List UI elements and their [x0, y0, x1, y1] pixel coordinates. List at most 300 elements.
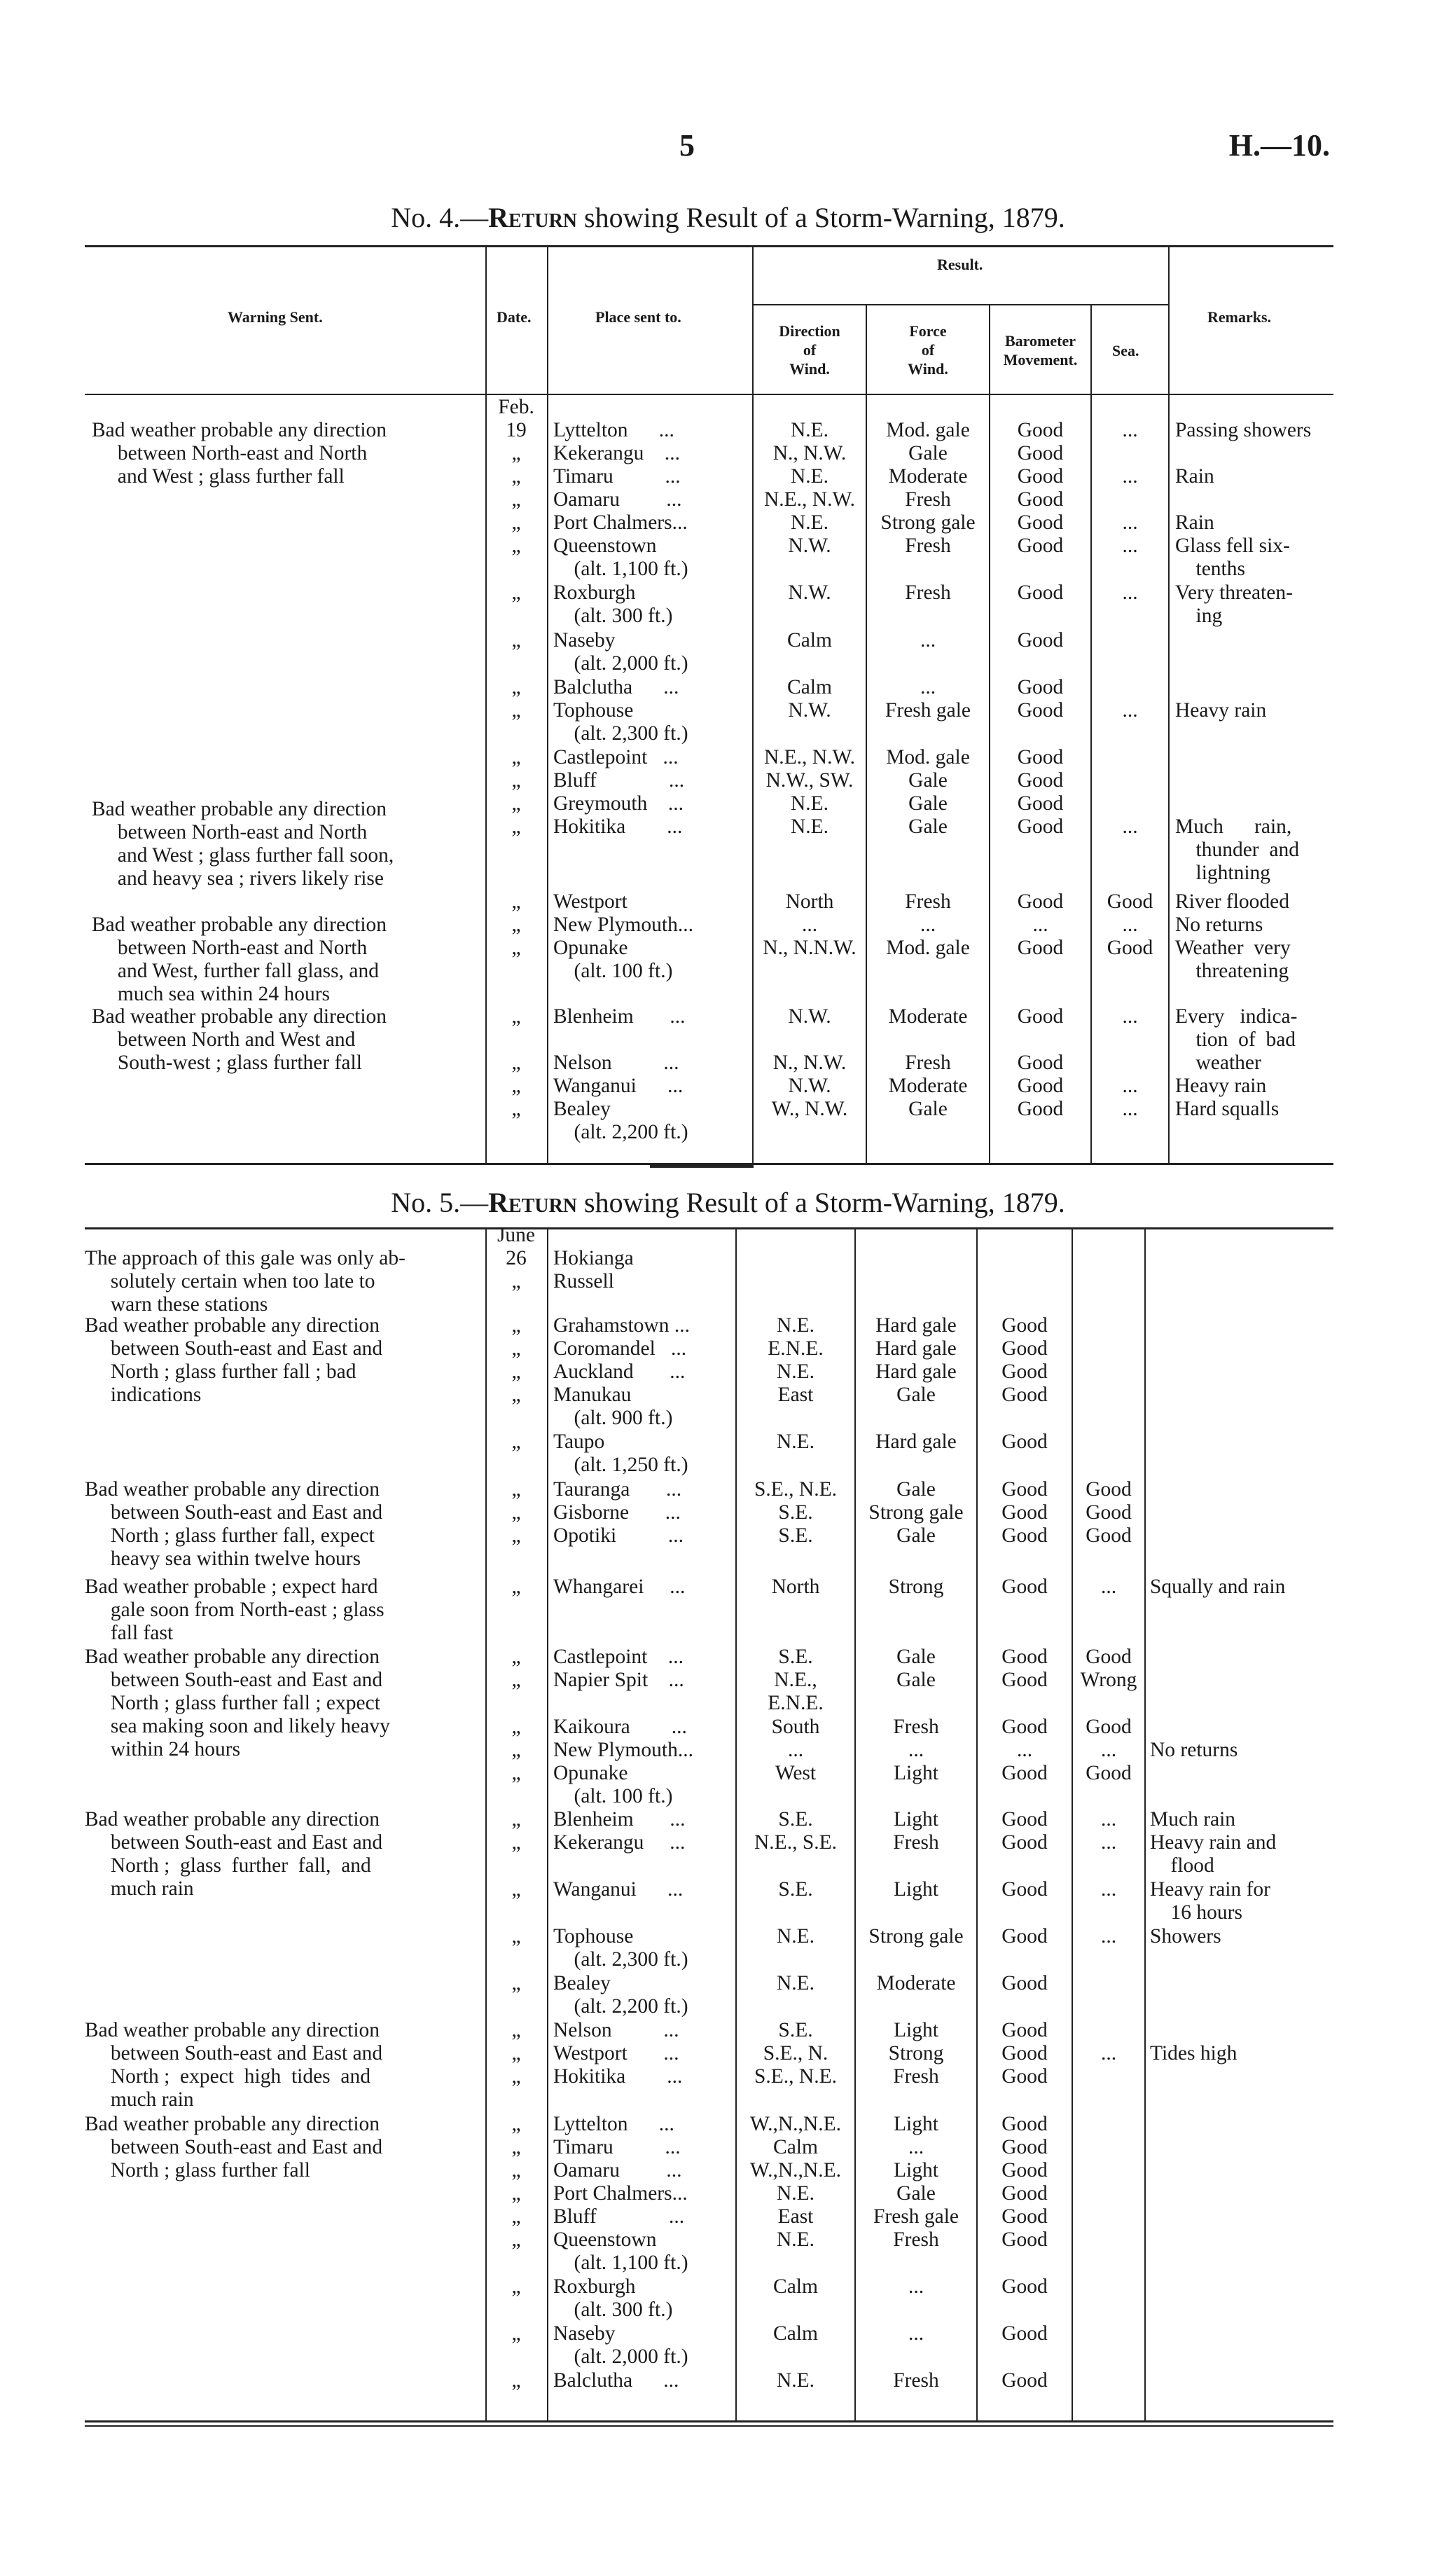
row-sea: ...	[1122, 914, 1138, 936]
row-place: Russell	[553, 1270, 614, 1293]
row-remarks: Every indica- tion of bad weather	[1175, 1005, 1298, 1074]
row-place: Lyttelton ...	[553, 2113, 674, 2135]
row-date: „	[511, 699, 521, 722]
row-barometer: Good	[1017, 1098, 1064, 1120]
header-remarks: Remarks.	[1207, 308, 1272, 326]
row-wind-direction: S.E.	[778, 1524, 813, 1547]
row-wind-force: Gale	[896, 1478, 936, 1501]
table4-title	[0, 201, 1456, 234]
row-date: „	[511, 1075, 521, 1097]
row-date: „	[511, 676, 521, 698]
row-place: Kekerangu ...	[553, 1831, 686, 1854]
row-place: Blenheim ...	[553, 1808, 686, 1831]
row-place: Timaru ...	[553, 465, 681, 488]
header-sea: Sea.	[1112, 342, 1139, 359]
row-barometer: Good	[1017, 1052, 1064, 1074]
row-barometer: Good	[1001, 1576, 1048, 1598]
row-date: „	[511, 2136, 521, 2158]
table5-col-rule	[547, 1227, 548, 2420]
row-sea: ...	[1122, 699, 1138, 722]
row-wind-force: Hard gale	[875, 1360, 957, 1383]
row-wind-direction: N.E.	[776, 2228, 815, 2251]
row-date: „	[511, 1052, 521, 1074]
row-remarks: No returns	[1175, 914, 1263, 936]
row-sea: Good	[1086, 1501, 1132, 1524]
row-place: Lyttelton ...	[553, 419, 674, 441]
row-sea: ...	[1100, 1576, 1117, 1598]
row-wind-direction: ...	[801, 914, 818, 936]
table4-title-return: Return	[488, 202, 578, 233]
row-wind-direction: N.E.	[790, 419, 829, 441]
row-date: „	[511, 1576, 521, 1598]
row-wind-force: Hard gale	[875, 1337, 957, 1360]
row-date: „	[511, 2205, 521, 2228]
row-date: „	[511, 581, 521, 604]
row-barometer: Good	[1001, 2065, 1048, 2088]
row-date: „	[511, 2182, 521, 2205]
row-wind-direction: N.E.	[790, 511, 829, 534]
row-place: Opotiki ...	[553, 1524, 684, 1547]
row-place: Timaru ...	[553, 2136, 681, 2158]
warning-text: Bad weather probable any direction between South-east and East and North ; glass further fall, and much rain	[85, 1808, 383, 1900]
row-barometer: Good	[1017, 1005, 1064, 1028]
row-date: „	[511, 1762, 521, 1784]
row-place: Balclutha ...	[553, 676, 679, 698]
row-date: „	[511, 914, 521, 936]
row-wind-force: Fresh	[905, 488, 951, 511]
row-date: „	[511, 1739, 521, 1761]
row-wind-direction: North	[771, 1576, 820, 1598]
row-wind-direction: N., N.W.	[772, 442, 847, 464]
row-date: „	[511, 2065, 521, 2088]
row-place: Bealey (alt. 2,200 ft.)	[553, 1972, 688, 2018]
row-place: Auckland ...	[553, 1360, 686, 1383]
row-wind-force: Gale	[908, 769, 948, 792]
row-place: Manukau (alt. 900 ft.)	[553, 1384, 673, 1429]
warning-text: Bad weather probable any direction between South-east and East and North ; glass further fall ; bad indications	[85, 1314, 383, 1406]
row-sea: ...	[1100, 1808, 1117, 1831]
page-number: 5	[679, 128, 695, 163]
row-wind-direction: W.,N.,N.E.	[749, 2159, 841, 2182]
row-wind-direction: North	[785, 890, 834, 913]
row-date: „	[511, 488, 521, 511]
row-wind-force: Gale	[908, 792, 948, 815]
row-sea: Good	[1086, 1646, 1132, 1668]
row-date: „	[511, 1501, 521, 1524]
row-wind-direction: N.E.	[790, 792, 829, 815]
row-date: „	[511, 890, 521, 913]
row-remarks: Much rain	[1150, 1808, 1236, 1831]
row-date: „	[511, 2322, 521, 2345]
row-wind-force: Fresh	[905, 890, 951, 913]
row-wind-force: Strong	[888, 1576, 944, 1598]
row-barometer: Good	[1017, 746, 1064, 769]
row-place: Nelson ...	[553, 1052, 679, 1074]
row-place: Balclutha ...	[553, 2369, 679, 2392]
row-wind-direction: N.E.	[776, 1925, 815, 1948]
row-date: „	[511, 1314, 521, 1337]
row-date: „	[511, 746, 521, 769]
warning-text: Bad weather probable any direction between South-east and East and North ; expect high tides and much rain	[85, 2019, 383, 2111]
row-wind-direction: N.E.	[776, 1972, 815, 1994]
row-date: „	[511, 629, 521, 652]
row-wind-force: Light	[894, 2113, 938, 2135]
row-wind-force: Fresh	[905, 535, 951, 557]
row-barometer: Good	[1001, 2019, 1048, 2041]
row-wind-force: ...	[908, 1739, 924, 1761]
row-place: Nelson ...	[553, 2019, 679, 2041]
row-barometer: Good	[1001, 2322, 1048, 2345]
header-direction: Direction of Wind.	[779, 322, 840, 378]
table5-bottom-rule-inner	[85, 2425, 1333, 2427]
row-wind-force: ...	[908, 2275, 924, 2298]
row-date: „	[511, 1360, 521, 1383]
row-date: „	[511, 442, 521, 464]
row-sea: ...	[1122, 419, 1138, 441]
row-wind-direction: N.W.	[788, 699, 831, 722]
row-wind-direction: N.E., N.W.	[763, 746, 855, 769]
row-barometer: Good	[1017, 676, 1064, 698]
row-sea: Good	[1086, 1716, 1132, 1738]
row-wind-direction: S.E., N.E.	[754, 1478, 837, 1501]
row-date: „	[511, 1925, 521, 1948]
row-wind-direction: N.W., SW.	[765, 769, 854, 792]
row-wind-force: Fresh gale	[873, 2205, 959, 2228]
row-barometer: Good	[1001, 1501, 1048, 1524]
row-barometer: Good	[1001, 1314, 1048, 1337]
row-wind-force: Strong gale	[868, 1925, 964, 1948]
row-wind-force: Fresh	[893, 2369, 939, 2392]
row-barometer: Good	[1017, 629, 1064, 652]
row-place: Castlepoint ...	[553, 746, 679, 769]
row-date: „	[511, 937, 521, 959]
table5-title	[0, 1186, 1456, 1219]
row-place: Gisborne ...	[553, 1501, 681, 1524]
row-wind-force: Hard gale	[875, 1431, 957, 1453]
row-date: „	[511, 2042, 521, 2065]
row-sea: Good	[1086, 1478, 1132, 1501]
row-wind-direction: S.E.	[778, 1646, 813, 1668]
row-date: „	[511, 1831, 521, 1854]
row-sea: ...	[1100, 1739, 1117, 1761]
row-barometer: Good	[1001, 1384, 1048, 1406]
row-place: Wanganui ...	[553, 1075, 684, 1097]
row-remarks: Rain	[1175, 465, 1214, 488]
row-wind-force: Fresh	[893, 2228, 939, 2251]
warning-text: Bad weather probable any direction between North-east and North and West ; glass further fall soon, and heavy sea ; rivers likely rise	[92, 798, 394, 890]
row-date: „	[511, 1669, 521, 1691]
row-wind-force: Moderate	[888, 1005, 968, 1028]
row-barometer: Good	[1017, 1075, 1064, 1097]
row-wind-force: Fresh gale	[885, 699, 971, 722]
row-remarks: Heavy rain	[1175, 699, 1267, 722]
row-wind-direction: Calm	[773, 2136, 818, 2158]
row-date: „	[511, 1098, 521, 1120]
row-barometer: Good	[1017, 937, 1064, 959]
row-barometer: Good	[1001, 1337, 1048, 1360]
row-place: Westport ...	[553, 2042, 679, 2065]
row-date: „	[511, 2228, 521, 2251]
row-barometer: Good	[1001, 1972, 1048, 1994]
row-place: Oamaru ...	[553, 488, 682, 511]
row-wind-force: ...	[908, 2322, 924, 2345]
row-wind-force: Strong gale	[880, 511, 976, 534]
row-wind-direction: S.E.	[778, 1878, 813, 1901]
row-sea: ...	[1100, 1831, 1117, 1854]
row-wind-force: Gale	[896, 1524, 936, 1547]
row-wind-direction: N.E.	[776, 2182, 815, 2205]
row-barometer: Good	[1001, 1716, 1048, 1738]
row-wind-force: Gale	[908, 442, 948, 464]
row-barometer: ...	[1016, 1739, 1033, 1761]
table5-top-rule	[85, 1227, 1333, 1229]
table4-header-rule	[85, 394, 1333, 395]
row-wind-force: Mod. gale	[886, 937, 970, 959]
row-place: Queenstown (alt. 1,100 ft.)	[553, 2228, 688, 2274]
row-place: Westport	[553, 890, 628, 913]
row-date: „	[511, 2113, 521, 2135]
row-wind-direction: N.E.	[776, 2369, 815, 2392]
row-wind-force: Moderate	[888, 1075, 968, 1097]
row-date: June 26	[497, 1224, 536, 1269]
row-barometer: Good	[1001, 1669, 1048, 1691]
row-wind-force: Fresh	[893, 2065, 939, 2088]
table4-col-rule	[1168, 245, 1170, 1163]
row-date: „	[511, 792, 521, 815]
row-date: „	[511, 2159, 521, 2182]
row-wind-direction: N.E.	[790, 815, 829, 838]
row-date: „	[511, 1716, 521, 1738]
row-wind-direction: N.E., E.N.E.	[768, 1669, 824, 1714]
row-wind-force: Gale	[896, 2182, 936, 2205]
row-wind-direction: N.E.	[776, 1360, 815, 1383]
row-place: Whangarei ...	[553, 1576, 686, 1598]
row-barometer: Good	[1001, 1431, 1048, 1453]
row-remarks: Tides high	[1150, 2042, 1237, 2065]
row-wind-force: Light	[894, 1878, 938, 1901]
row-date: „	[511, 1478, 521, 1501]
row-sea: ...	[1100, 1925, 1117, 1948]
row-wind-direction: S.E.	[778, 1501, 813, 1524]
row-barometer: Good	[1017, 769, 1064, 792]
table4-title-rest: showing Result of a Storm-Warning, 1879.	[577, 202, 1065, 233]
header-place: Place sent to.	[595, 308, 681, 326]
row-date: „	[511, 1878, 521, 1901]
row-date: „	[511, 465, 521, 488]
row-place: Bluff ...	[553, 769, 685, 792]
row-barometer: Good	[1017, 581, 1064, 604]
row-place: Oamaru ...	[553, 2159, 682, 2182]
row-barometer: Good	[1001, 1762, 1048, 1784]
row-wind-direction: W.,N.,N.E.	[749, 2113, 841, 2135]
row-barometer: Good	[1001, 2113, 1048, 2135]
row-wind-force: Strong	[888, 2042, 944, 2065]
row-place: Grahamstown ...	[553, 1314, 690, 1337]
row-barometer: Good	[1001, 2369, 1048, 2392]
row-place: Roxburgh (alt. 300 ft.)	[553, 581, 673, 627]
warning-text: Bad weather probable any direction between South-east and East and North ; glass further fall	[85, 2113, 383, 2182]
row-remarks: Hard squalls	[1175, 1098, 1280, 1120]
row-place: Naseby (alt. 2,000 ft.)	[553, 2322, 688, 2368]
row-wind-force: Mod. gale	[886, 419, 970, 441]
row-date: „	[511, 1646, 521, 1668]
row-sea: ...	[1122, 465, 1138, 488]
warning-text: Bad weather probable ; expect hard gale soon from North-east ; glass fall fast	[85, 1576, 384, 1644]
row-date: Feb. 19	[498, 396, 534, 441]
row-remarks: Weather very threatening	[1175, 937, 1291, 982]
row-remarks: River flooded	[1175, 890, 1290, 913]
row-wind-direction: Calm	[773, 2322, 818, 2345]
row-sea: Good	[1107, 890, 1153, 913]
table5-title-return: Return	[488, 1187, 578, 1218]
row-place: Wanganui ...	[553, 1878, 684, 1901]
header-force: Force of Wind.	[908, 322, 948, 378]
row-barometer: Good	[1001, 1878, 1048, 1901]
row-place: Opunake (alt. 100 ft.)	[553, 937, 673, 982]
table5-title-rest: showing Result of a Storm-Warning, 1879.	[577, 1187, 1065, 1218]
row-wind-force: ...	[920, 676, 936, 698]
row-wind-force: Mod. gale	[886, 746, 970, 769]
row-date: „	[511, 815, 521, 838]
row-date: „	[511, 511, 521, 534]
row-place: Hokianga	[553, 1247, 634, 1269]
row-wind-force: Gale	[908, 1098, 948, 1120]
row-barometer: Good	[1017, 465, 1064, 488]
row-wind-force: ...	[908, 2136, 924, 2158]
table4-col-rule	[547, 245, 548, 1163]
row-remarks: Heavy rain for 16 hours	[1150, 1878, 1271, 1924]
row-remarks: Showers	[1150, 1925, 1221, 1948]
row-wind-force: Fresh	[905, 1052, 951, 1074]
row-date: „	[511, 769, 521, 792]
row-barometer: Good	[1017, 511, 1064, 534]
row-barometer: Good	[1001, 2205, 1048, 2228]
row-place: Kaikoura ...	[553, 1716, 687, 1738]
row-place: Tophouse (alt. 2,300 ft.)	[553, 699, 688, 745]
row-barometer: Good	[1001, 2275, 1048, 2298]
row-date: „	[511, 1384, 521, 1406]
document-reference: H.—10.	[1228, 128, 1330, 163]
row-wind-direction: Calm	[787, 629, 832, 652]
row-barometer: Good	[1017, 419, 1064, 441]
row-date: „	[511, 1524, 521, 1547]
table4-top-rule	[85, 245, 1333, 247]
row-wind-force: Fresh	[893, 1716, 939, 1738]
row-barometer: ...	[1032, 914, 1048, 936]
row-place: Queenstown (alt. 1,100 ft.)	[553, 535, 688, 580]
row-place: Blenheim ...	[553, 1005, 686, 1028]
row-place: Roxburgh (alt. 300 ft.)	[553, 2275, 673, 2321]
row-sea: Wrong	[1080, 1669, 1137, 1691]
row-wind-direction: N.E., N.W.	[763, 488, 855, 511]
row-wind-direction: East	[777, 2205, 814, 2228]
row-wind-direction: N., N.N.W.	[763, 937, 857, 959]
row-remarks: Rain	[1175, 511, 1214, 534]
row-barometer: Good	[1001, 2042, 1048, 2065]
row-wind-force: Gale	[908, 815, 948, 838]
header-barometer: Barometer Movement.	[1003, 332, 1078, 368]
row-barometer: Good	[1001, 1808, 1048, 1831]
row-wind-direction: S.E., N.	[763, 2042, 828, 2065]
header-date: Date.	[497, 308, 532, 326]
row-date: „	[511, 2019, 521, 2041]
row-sea: Good	[1086, 1524, 1132, 1547]
row-sea: Good	[1107, 937, 1153, 959]
row-place: Port Chalmers...	[553, 2182, 688, 2205]
row-barometer: Good	[1017, 535, 1064, 557]
row-date: „	[511, 1337, 521, 1360]
row-barometer: Good	[1001, 2228, 1048, 2251]
row-sea: ...	[1100, 2042, 1117, 2065]
row-wind-direction: N.E.	[776, 1431, 815, 1453]
row-wind-direction: S.E.	[778, 2019, 813, 2041]
row-wind-direction: E.N.E.	[768, 1337, 824, 1360]
row-place: Coromandel ...	[553, 1337, 687, 1360]
row-barometer: Good	[1017, 442, 1064, 464]
row-wind-force: Light	[894, 1762, 938, 1784]
row-place: Taupo (alt. 1,250 ft.)	[553, 1431, 688, 1476]
row-sea: ...	[1122, 511, 1138, 534]
warning-text: Bad weather probable any direction between South-east and East and North ; glass further fall, expect heavy sea within twelve hours	[85, 1478, 383, 1570]
row-date: „	[511, 2369, 521, 2392]
row-place: Opunake (alt. 100 ft.)	[553, 1762, 673, 1807]
row-wind-direction: S.E., N.E.	[754, 2065, 837, 2088]
row-sea: ...	[1100, 1878, 1117, 1901]
row-barometer: Good	[1001, 1831, 1048, 1854]
row-wind-force: Fresh	[893, 1831, 939, 1854]
row-barometer: Good	[1017, 699, 1064, 722]
warning-text: Bad weather probable any direction between North-east and North and West, further fall glass, and much sea within 24 hours	[92, 914, 387, 1005]
row-wind-force: Gale	[896, 1669, 936, 1691]
row-place: New Plymouth...	[553, 1739, 693, 1761]
row-place: Hokitika ...	[553, 2065, 683, 2088]
row-barometer: Good	[1001, 1478, 1048, 1501]
row-date: „	[511, 2275, 521, 2298]
row-barometer: Good	[1001, 1646, 1048, 1668]
row-sea: ...	[1122, 581, 1138, 604]
row-date: „	[511, 1972, 521, 1994]
row-wind-direction: N., N.W.	[772, 1052, 847, 1074]
row-wind-force: Moderate	[876, 1972, 956, 1994]
table5-bottom-rule	[85, 2420, 1333, 2422]
row-remarks: Heavy rain and flood	[1150, 1831, 1277, 1877]
row-date: „	[511, 1270, 521, 1293]
row-sea: Good	[1086, 1762, 1132, 1784]
row-place: Naseby (alt. 2,000 ft.)	[553, 629, 688, 675]
row-remarks: Passing showers	[1175, 419, 1312, 441]
row-barometer: Good	[1001, 2136, 1048, 2158]
warning-text: Bad weather probable any direction between North-east and North and West ; glass further fall	[92, 419, 387, 488]
row-remarks: Very threaten- ing	[1175, 581, 1293, 627]
row-wind-force: Fresh	[905, 581, 951, 604]
row-wind-force: ...	[920, 629, 936, 652]
row-sea: ...	[1122, 1005, 1138, 1028]
row-wind-direction: W., N.W.	[771, 1098, 848, 1120]
table4-result-rule	[752, 304, 1168, 305]
row-place: Kekerangu ...	[553, 442, 681, 464]
row-barometer: Good	[1001, 1360, 1048, 1383]
row-date: „	[511, 1005, 521, 1028]
warning-text: Bad weather probable any direction between North and West and South-west ; glass further fall	[92, 1005, 387, 1074]
row-wind-direction: S.E.	[778, 1808, 813, 1831]
row-barometer: Good	[1001, 2159, 1048, 2182]
row-barometer: Good	[1017, 488, 1064, 511]
row-place: Napier Spit ...	[553, 1669, 684, 1691]
row-date: „	[511, 535, 521, 557]
row-place: Tophouse (alt. 2,300 ft.)	[553, 1925, 688, 1971]
warning-text: The approach of this gale was only ab- solutely certain when too late to warn these stations	[85, 1247, 405, 1316]
row-wind-direction: N.W.	[788, 1075, 831, 1097]
